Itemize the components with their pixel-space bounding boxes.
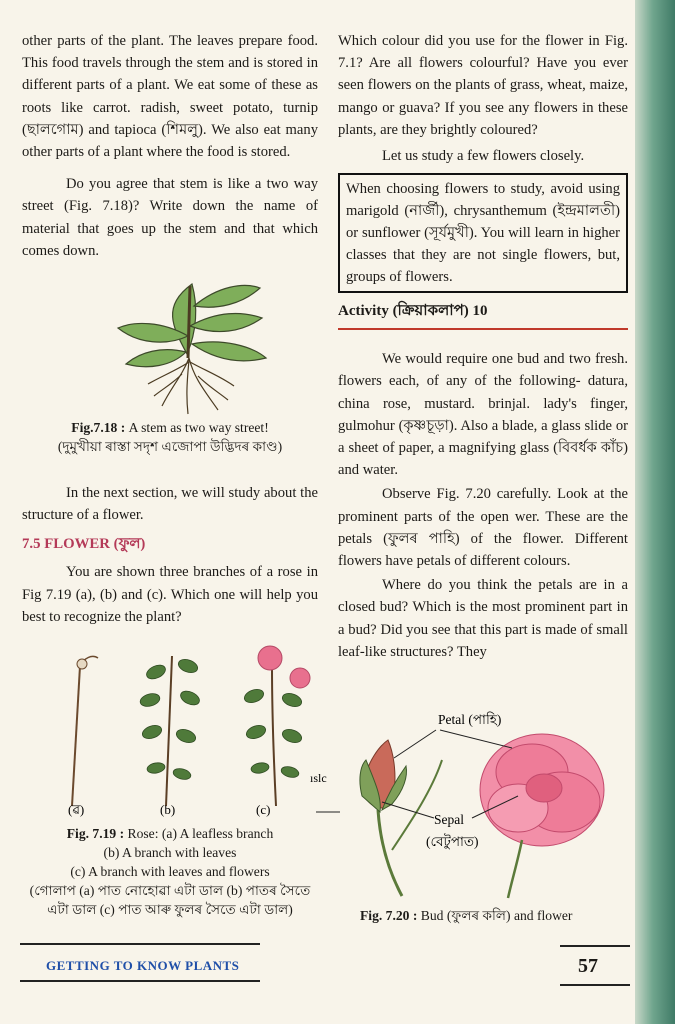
paragraph-petals-bud: Where do you think the petals are in a closed bud? Which is the most prominent part in a bud? Did you see that this part is made of small leaf-like structures? They: [338, 577, 628, 660]
fig-7-19-line4: (গোলাপ (a) পাত নোহোৱা এটা ডাল (b) পাতৰ সৈতে এটা ডাল (c) পাত আৰু ফুলৰ সৈতে এটা ডাল): [29, 883, 311, 918]
paragraph-flower-colour: Which colour did you use for the flower in Fig. 7.1? Are all flowers colourful? Have you ever seen flowers on the plants of grass, wheat, maize, mango or guava? If you see any flowers in these plants, are they brightly coloured?: [338, 33, 628, 138]
rose-branches-illustration: [22, 636, 318, 816]
paragraph-next-section: In the next section, we will study about the structure of a flower.: [22, 485, 318, 524]
right-column: [338, 30, 628, 663]
note-box: When choosing flowers to study, avoid using marigold (নাৰ্জী), chrysanthemum (ইন্দ্ৰমালতী) or sunflower (সূৰ্যমুখী). You will learn in higher classes that they are not single flowers, but, groups of flowers.: [338, 173, 628, 293]
margin-note: ıslc: [310, 771, 327, 785]
stem-two-way-illustration: [22, 266, 318, 416]
fig-7-19-line1: Rose: (a) A leafless branch: [127, 826, 274, 842]
fig-7-18-caption-assamese: (দুমুখীয়া ৰাস্তা সদৃশ এজোপা উদ্ভিদৰ কাণ্ড): [57, 439, 283, 455]
fig-7-19-label-b: (b): [160, 802, 176, 818]
fig-7-20-label: Fig. 7.20 :: [360, 908, 418, 923]
section-heading-flower: 7.5 FLOWER (ফুল): [22, 536, 146, 553]
footer-rule-left-bottom: [20, 980, 260, 982]
paragraph-study-flowers: Let us study a few flowers closely.: [382, 148, 585, 165]
paragraph-two-way-street: Do you agree that stem is like a two way street (Fig. 7.18)? Write down the name of material that goes up the stem and that which comes down.: [22, 176, 318, 259]
fig-7-19-label-a: (ৱ): [68, 802, 85, 818]
paragraph-rose-branches: You are shown three branches of a rose in Fig 7.19 (a), (b) and (c). Which one will help you best to recognize the plant?: [22, 564, 318, 625]
fig-7-20-caption: [360, 906, 620, 925]
fig-7-19-label-c: (c): [256, 802, 271, 818]
fig-7-19-caption: [22, 824, 318, 919]
footer-chapter-title: GETTING TO KNOW PLANTS: [46, 958, 240, 973]
left-column: [22, 30, 318, 919]
book-edge: [635, 0, 675, 1024]
fig-7-19-label: Fig. 7.19 :: [66, 826, 125, 842]
fig-7-19-line3: (c) A branch with leaves and flowers: [70, 864, 270, 880]
fig-7-18-text: A stem as two way street!: [128, 420, 269, 436]
fig-7-18-label: Fig.7.18 :: [71, 420, 126, 436]
fig-7-20-text: Bud (ফুলৰ কলি) and flower: [420, 908, 573, 923]
paragraph-food-storage: other parts of the plant. The leaves prepare food. This food travels through the stem and is stored in different parts of a plant. We eat some of these as roots like carrot. radish, sweet potato, turnip (ছালগোম) and tapioca (শিমলু). We also eat many other parts of a plant where the food is stored.: [22, 33, 318, 161]
footer-rule-left-top: [20, 943, 260, 945]
page-number: 57: [578, 955, 598, 977]
footer-rule-right-bottom: [560, 984, 630, 986]
paragraph-materials: We would require one bud and two fresh. flowers each, of any of the following- datura, china rose, mustard. brinjal. lady's finger, gulmohur (কৃষ্ণচূড়া). Also a blade, a glass slide or a sheet of paper, a magnifying glass (বিবৰ্ধক কাঁচ) and water.: [338, 351, 628, 479]
paragraph-observe-petals: Observe Fig. 7.20 carefully. Look at the prominent parts of the open wer. These are the petals (ফুলৰ পাহি) of the flower. Different flowers have petals of different colours.: [338, 486, 628, 570]
fig-7-18-caption: [22, 418, 318, 437]
petal-label: Petal (পাহি): [438, 712, 502, 727]
sepal-label-assamese: (বেটুপাত): [426, 834, 479, 849]
footer-rule-right-top: [560, 945, 630, 947]
fig-7-19-line2: (b) A branch with leaves: [103, 845, 237, 861]
sepal-label: Sepal: [434, 812, 464, 827]
activity-heading: Activity (ক্ৰিয়াকলাপ) 10: [338, 299, 628, 330]
bud-and-flower-illustration: [310, 700, 622, 900]
